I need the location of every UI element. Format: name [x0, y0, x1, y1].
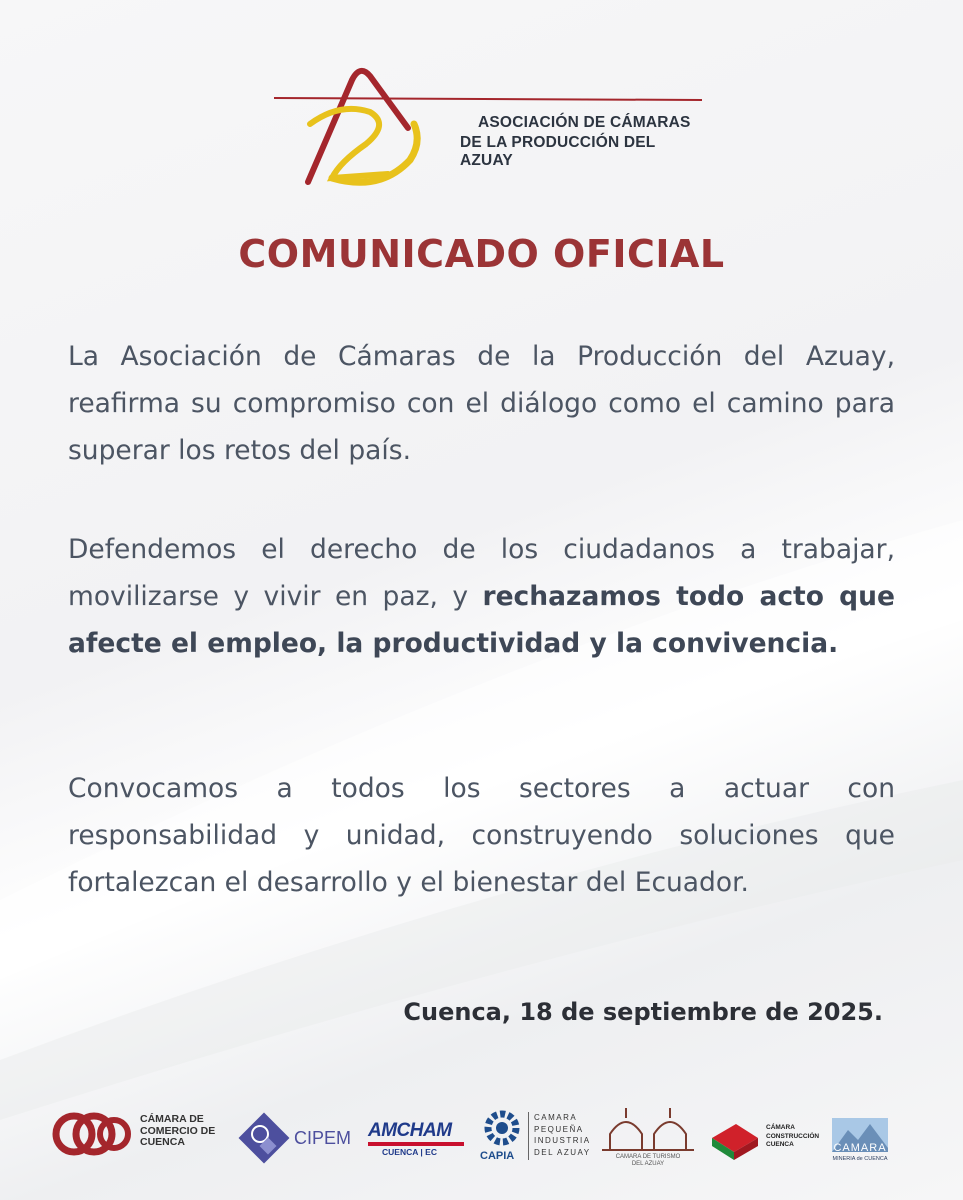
logo-camara-turismo [600, 1104, 698, 1168]
cipem-text: CIPEM [294, 1128, 352, 1148]
minera-line-2: MINERIA de CUENCA [832, 1156, 888, 1162]
capia-line-2: PEQUEÑA [534, 1124, 584, 1134]
minera-line-1: CAMARA [833, 1142, 887, 1154]
logo-amcham [368, 1120, 468, 1160]
gear-icon [482, 1108, 522, 1148]
paragraph-1: La Asociación de Cámaras de la Producción del Azuay, reafirma su compromiso con el diálogo como el camino para superar los retos del país. [68, 341, 895, 466]
paragraph-3: Convocamos a todos los sectores a actuar con responsabilidad y unidad, construyendo soluciones que fortalezcan el desarrollo y el bienestar del Ecuador. [68, 773, 895, 898]
logo-cipem [238, 1112, 358, 1166]
page-title: COMUNICADO OFICIAL [238, 232, 725, 276]
header-logo [270, 62, 710, 192]
ccc-logo-icon [52, 1110, 132, 1160]
paragraph-2-bold: rechazamos todo acto que afecte el empleo, la productividad y la convivencia. [68, 581, 895, 659]
org-name-line-1: ASOCIACIÓN DE CÁMARAS [478, 114, 691, 131]
capia-divider [528, 1112, 529, 1160]
construccion-line-3: CUENCA [766, 1141, 794, 1148]
date-line: Cuenca, 18 de septiembre de 2025. [403, 998, 883, 1026]
capia-text: CAPIA [480, 1150, 515, 1162]
construction-blocks-icon [708, 1120, 762, 1160]
ccc-line-1: CÁMARA DE [140, 1113, 204, 1125]
amcham-sub: CUENCA | EC [382, 1147, 437, 1157]
logo-capia [478, 1108, 594, 1168]
logo-camara-mineria [832, 1118, 890, 1168]
amcham-flag-bar [368, 1142, 464, 1146]
ccc-line-3: CUENCA [140, 1136, 185, 1148]
turismo-line-1: CAMARA DE TURISMO [615, 1154, 681, 1160]
org-name-line-2: DE LA PRODUCCIÓN DEL AZUAY [460, 134, 656, 169]
turismo-line-2: DEL AZUAY [631, 1161, 665, 1167]
paragraph-2-text: Defendemos el derecho de los ciudadanos a trabajar, movilizarse y vivir en paz, y [68, 534, 895, 612]
cathedral-domes-icon [600, 1104, 696, 1152]
capia-line-1: CAMARA [534, 1113, 578, 1122]
capia-line-3: INDUSTRIA [534, 1136, 591, 1145]
logo-camara-comercio [52, 1108, 232, 1168]
amcham-text: AMCHAM [368, 1120, 452, 1141]
construccion-line-2: CONSTRUCCIÓN [766, 1132, 820, 1140]
capia-line-4: DEL AZUAY [534, 1147, 591, 1157]
construccion-line-1: CÁMARA [766, 1124, 795, 1131]
paragraph-2 [68, 526, 895, 667]
ccc-line-2: COMERCIO DE [140, 1124, 216, 1137]
logo-camara-construccion [708, 1120, 824, 1164]
cipem-logo-icon [238, 1112, 290, 1164]
footer-logos [0, 1100, 963, 1180]
